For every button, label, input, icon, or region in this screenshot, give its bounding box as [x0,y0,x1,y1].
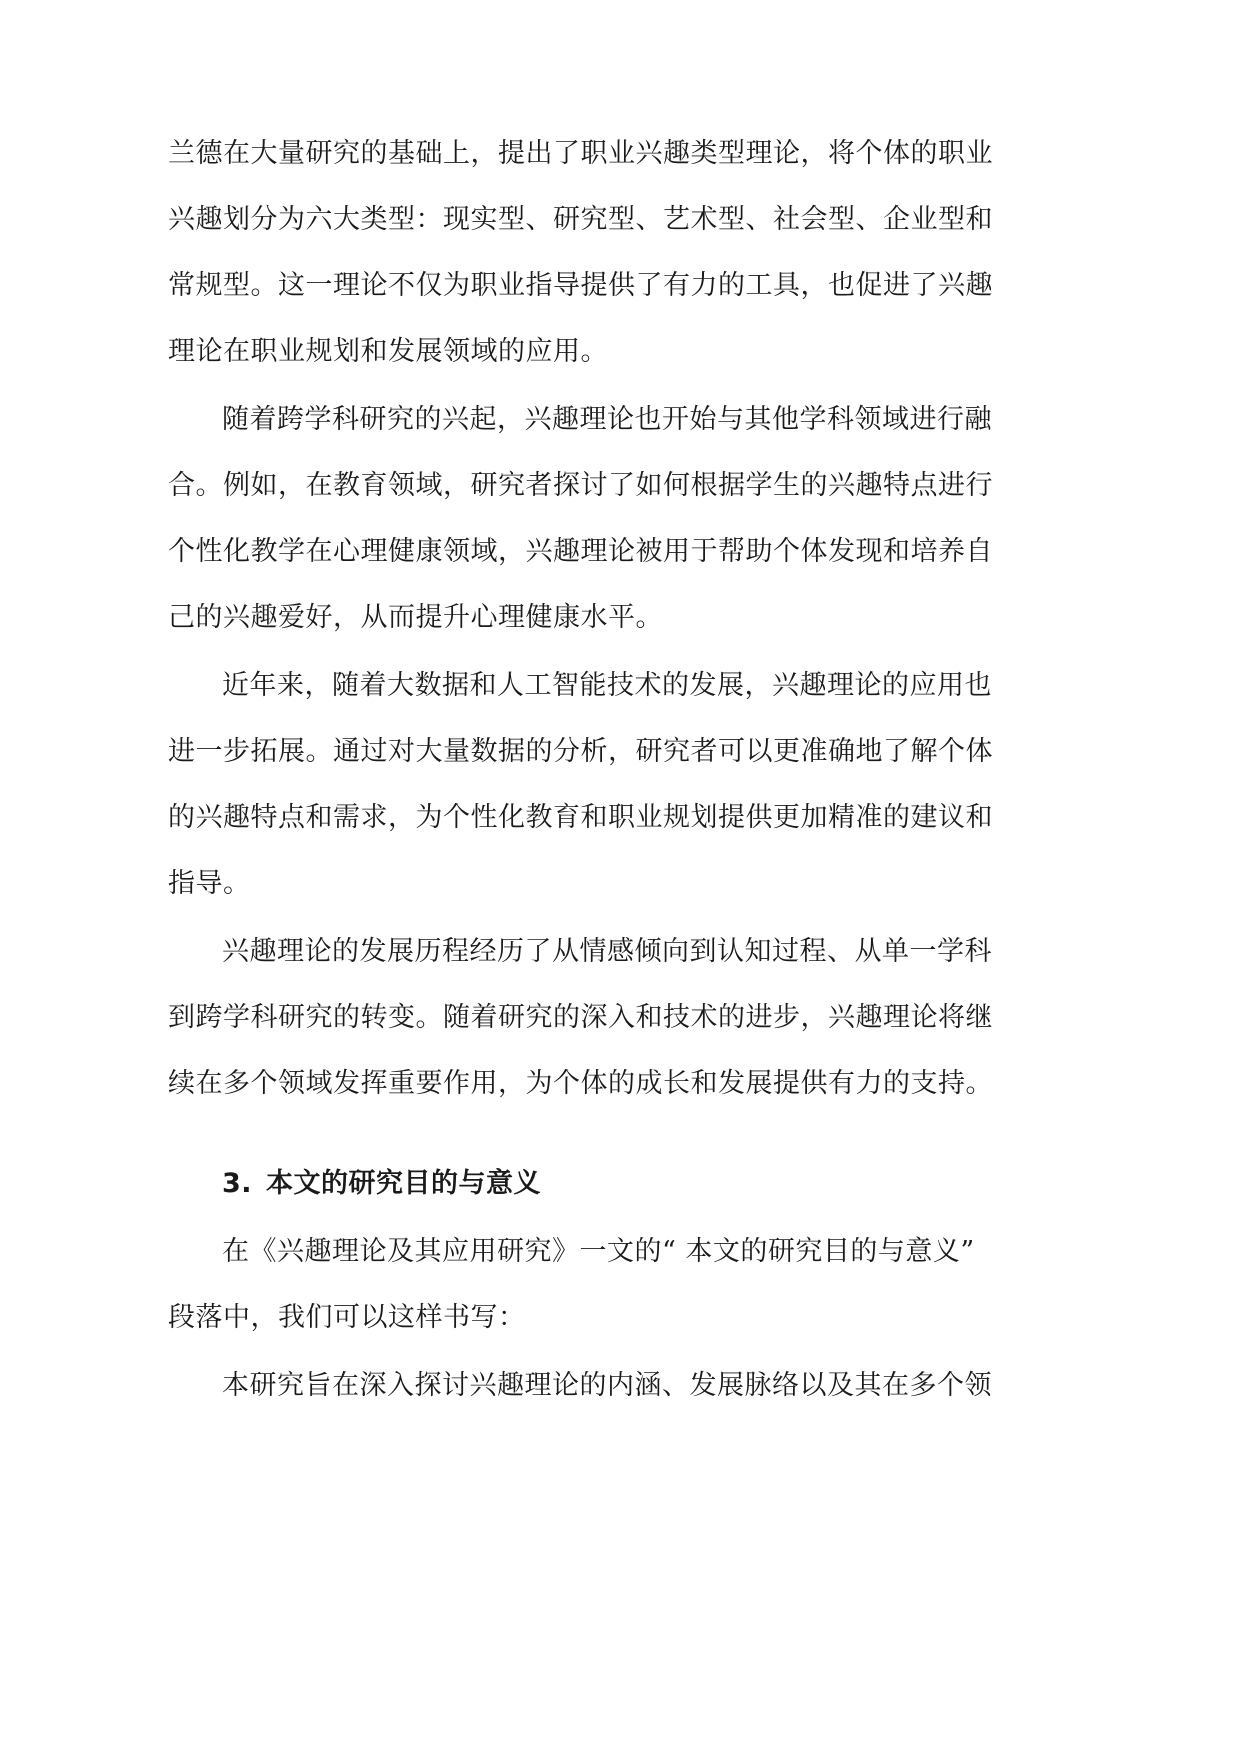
section-heading [222,1164,541,1204]
paragraph-line: 个性化教学在心理健康领域，兴趣理论被用于帮助个体发现和培养自 [168,536,993,567]
paragraph-line: 的兴趣特点和需求，为个性化教育和职业规划提供更加精准的建议和 [168,802,993,833]
paragraph-line: 到跨学科研究的转变。随着研究的深入和技术的进步，兴趣理论将继 [168,1002,993,1033]
paragraph-line: 指导。 [168,868,251,899]
paragraph-line: 进一步拓展。通过对大量数据的分析，研究者可以更准确地了解个体 [168,736,993,767]
paragraph-line: 兴趣理论的发展历程经历了从情感倾向到认知过程、从单一学科 [222,936,992,967]
paragraph-line: 本研究旨在深入探讨兴趣理论的内涵、发展脉络以及其在多个领 [222,1370,992,1401]
paragraph-line: 近年来，随着大数据和人工智能技术的发展，兴趣理论的应用也 [222,670,992,701]
paragraph-line: 合。例如，在教育领域，研究者探讨了如何根据学生的兴趣特点进行 [168,470,993,501]
paragraph-line: 理论在职业规划和发展领域的应用。 [168,336,608,367]
paragraph-line: 段落中，我们可以这样书写： [168,1302,526,1333]
section-number: 3. [222,1168,253,1199]
paragraph-line: 兰德在大量研究的基础上，提出了职业兴趣类型理论，将个体的职业 [168,138,993,169]
paragraph-line: 常规型。这一理论不仅为职业指导提供了有力的工具，也促进了兴趣 [168,270,993,301]
paragraph-line: 兴趣划分为六大类型：现实型、研究型、艺术型、社会型、企业型和 [168,204,993,235]
section-title: 本文的研究目的与意义 [266,1168,542,1199]
paragraph-line: 己的兴趣爱好，从而提升心理健康水平。 [168,602,663,633]
paragraph-line: 续在多个领域发挥重要作用，为个体的成长和发展提供有力的支持。 [168,1068,993,1099]
paragraph-line: 随着跨学科研究的兴起，兴趣理论也开始与其他学科领域进行融 [222,404,992,435]
paragraph-line: 在《兴趣理论及其应用研究》一文的“ 本文的研究目的与意义” [222,1236,975,1267]
